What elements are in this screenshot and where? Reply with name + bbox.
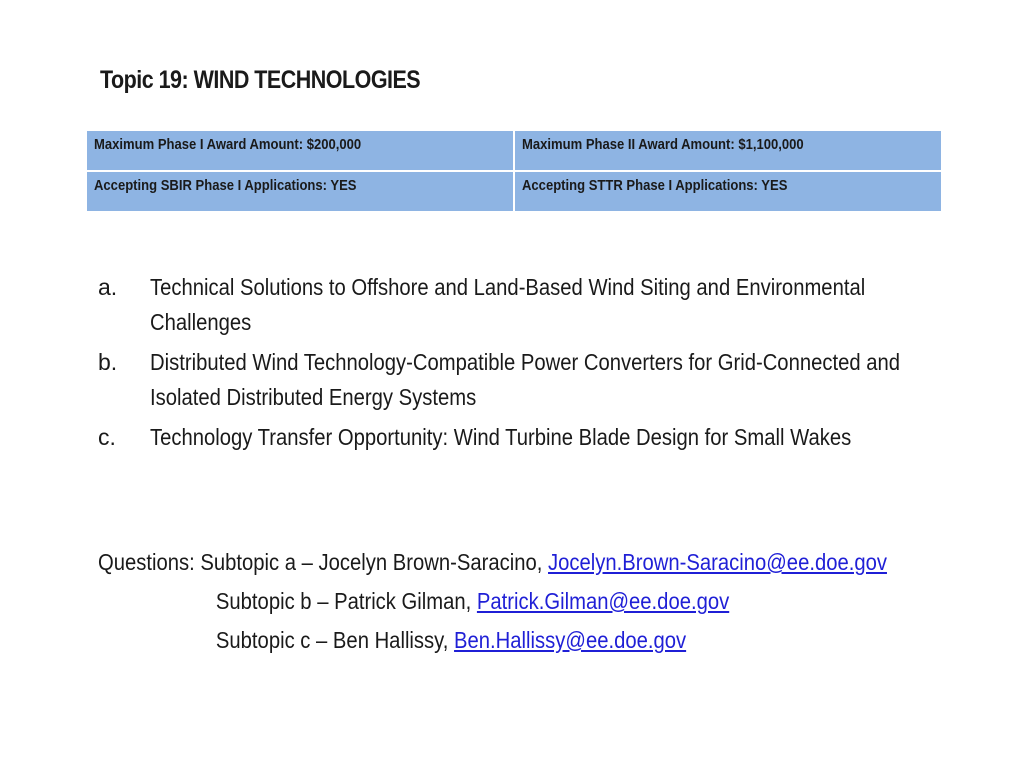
subtopic-c-text: Technology Transfer Opportunity: Wind Turbine Blade Design for Small Wakes xyxy=(150,424,852,450)
phase1-award-cell xyxy=(86,130,514,171)
list-item xyxy=(98,345,998,415)
contact-line-c xyxy=(98,621,887,660)
table-row xyxy=(86,130,942,171)
table-row xyxy=(86,171,942,212)
sbir-cell xyxy=(86,171,514,212)
award-info-table xyxy=(85,129,943,213)
phase1-award-text: Maximum Phase I Award Amount: $200,000 xyxy=(94,137,362,153)
sttr-text: Accepting STTR Phase I Applications: YES xyxy=(522,178,788,194)
sttr-cell xyxy=(514,171,942,212)
list-item xyxy=(98,420,998,455)
list-marker: a. xyxy=(98,274,118,300)
list-marker: b. xyxy=(98,349,118,375)
contact-line-b xyxy=(98,582,887,621)
page-title: Topic 19: WIND TECHNOLOGIES xyxy=(100,66,421,94)
list-item xyxy=(98,270,998,340)
contact-b-email-link[interactable]: Patrick.Gilman@ee.doe.gov xyxy=(476,588,730,614)
questions-label: Questions: xyxy=(98,549,201,575)
subtopic-b-text: Distributed Wind Technology-Compatible Power Converters for Grid-Connected and Isolated Distributed Energy Systems xyxy=(150,349,900,410)
sbir-text: Accepting SBIR Phase I Applications: YES xyxy=(94,178,357,194)
contact-a-prefix: Subtopic a – Jocelyn Brown-Saracino, xyxy=(200,549,549,575)
phase2-award-text: Maximum Phase II Award Amount: $1,100,000 xyxy=(522,137,804,153)
contact-c-email-link[interactable]: Ben.Hallissy@ee.doe.gov xyxy=(454,627,687,653)
contact-line-a xyxy=(98,543,887,582)
subtopic-list xyxy=(98,270,998,460)
contact-a-email-link[interactable]: Jocelyn.Brown-Saracino@ee.doe.gov xyxy=(548,549,887,575)
phase2-award-cell xyxy=(514,130,942,171)
contact-b-prefix: Subtopic b – Patrick Gilman, xyxy=(215,588,477,614)
questions-section xyxy=(98,543,995,660)
contact-c-prefix: Subtopic c – Ben Hallissy, xyxy=(215,627,455,653)
list-marker: c. xyxy=(98,424,116,450)
subtopic-a-text: Technical Solutions to Offshore and Land-Based Wind Siting and Environmental Challenges xyxy=(150,274,866,335)
